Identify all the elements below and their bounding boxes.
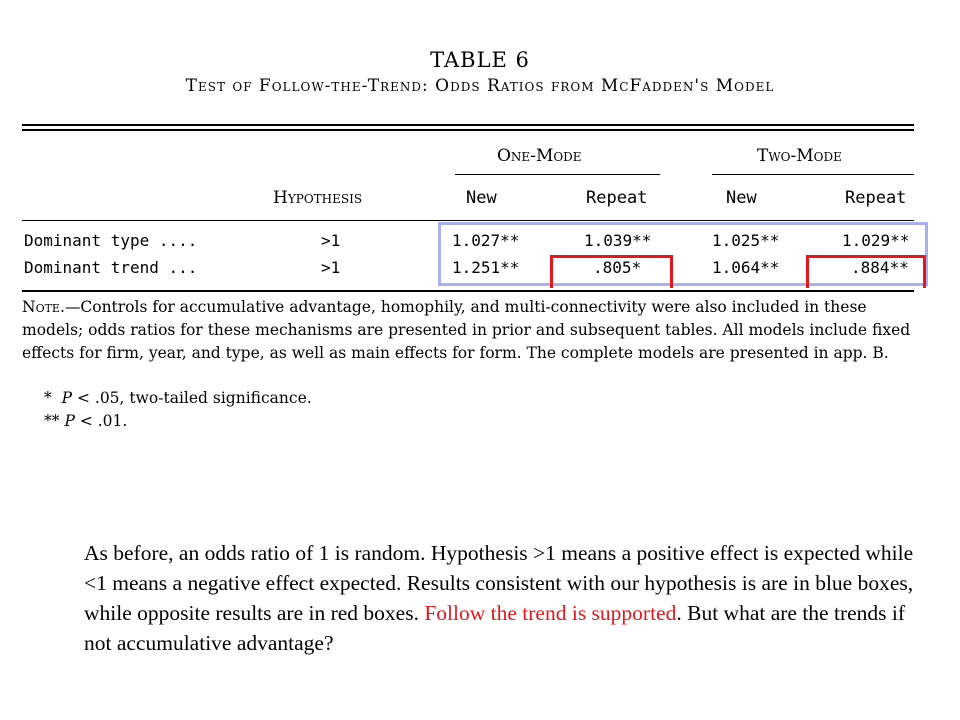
- note-label: Note.: [22, 298, 65, 316]
- footnote-text: < .01.: [79, 412, 128, 430]
- opposite-result-red-box-two-mode: [806, 255, 926, 288]
- header-rule: [22, 220, 914, 221]
- group-rule-one-mode: [455, 174, 660, 175]
- caption-text-end: . But what are the trends if not accumulative advantage?: [84, 601, 906, 655]
- bottom-rule: [22, 290, 914, 292]
- footnote-p: P: [64, 412, 75, 430]
- group-header-two-mode: Two-Mode: [757, 146, 842, 166]
- col-header-new-one-mode: New: [466, 188, 497, 208]
- row-hypothesis-dominant-trend: >1: [321, 258, 341, 277]
- cell-trend-repeat-two-mode: .884**: [851, 258, 909, 277]
- col-header-repeat-two-mode: Repeat: [845, 188, 907, 208]
- cell-trend-repeat-one-mode: .805*: [593, 258, 642, 277]
- footnote-stars: **: [44, 412, 60, 430]
- col-header-hypothesis: Hypothesis: [273, 188, 363, 208]
- group-rule-two-mode: [712, 174, 914, 175]
- slide-caption: [84, 538, 934, 658]
- caption-highlight: Follow the trend is supported: [424, 601, 677, 625]
- group-header-one-mode: One-Mode: [497, 146, 582, 166]
- cell-type-repeat-one-mode: 1.039**: [584, 231, 652, 250]
- top-rule-double: [22, 129, 914, 131]
- row-label-dominant-trend: Dominant trend ...: [24, 258, 198, 277]
- footnote-two-star: [44, 412, 127, 430]
- footnote-stars: *: [44, 389, 52, 407]
- footnote-text: < .05, two-tailed significance.: [76, 389, 312, 407]
- caption-text: As before, an odds ratio of 1 is random. Hypothesis >1 means a positive effect is expected while <1 means a negative effect expected. Results consistent with our hypothesis is are in blue boxes, while opposite results are in red boxes.: [84, 541, 914, 625]
- table-title: TABLE 6: [430, 48, 530, 72]
- col-header-new-two-mode: New: [726, 188, 757, 208]
- col-header-repeat-one-mode: Repeat: [586, 188, 648, 208]
- row-label-dominant-type: Dominant type ....: [24, 231, 198, 250]
- cell-trend-new-one-mode: 1.251**: [452, 258, 520, 277]
- cell-trend-new-two-mode: 1.064**: [712, 258, 780, 277]
- row-hypothesis-dominant-type: >1: [321, 231, 341, 250]
- cell-type-new-two-mode: 1.025**: [712, 231, 780, 250]
- cell-type-repeat-two-mode: 1.029**: [842, 231, 910, 250]
- opposite-result-red-box-one-mode: [550, 255, 673, 288]
- note-text: —Controls for accumulative advantage, homophily, and multi-connectivity were also included in these models; odds ratios for these mechanisms are presented in prior and subsequent tables. All models include fixed effects for firm, year, and type, as well as main effects for form. The complete models are presented in app. B.: [22, 298, 911, 362]
- footnote-p: P: [61, 389, 73, 407]
- table-subtitle: Test of Follow-the-Trend: Odds Ratios from McFadden's Model: [185, 76, 775, 96]
- cell-type-new-one-mode: 1.027**: [452, 231, 520, 250]
- footnote-one-star: [44, 389, 312, 407]
- table-note: [22, 296, 918, 365]
- top-rule: [22, 124, 914, 126]
